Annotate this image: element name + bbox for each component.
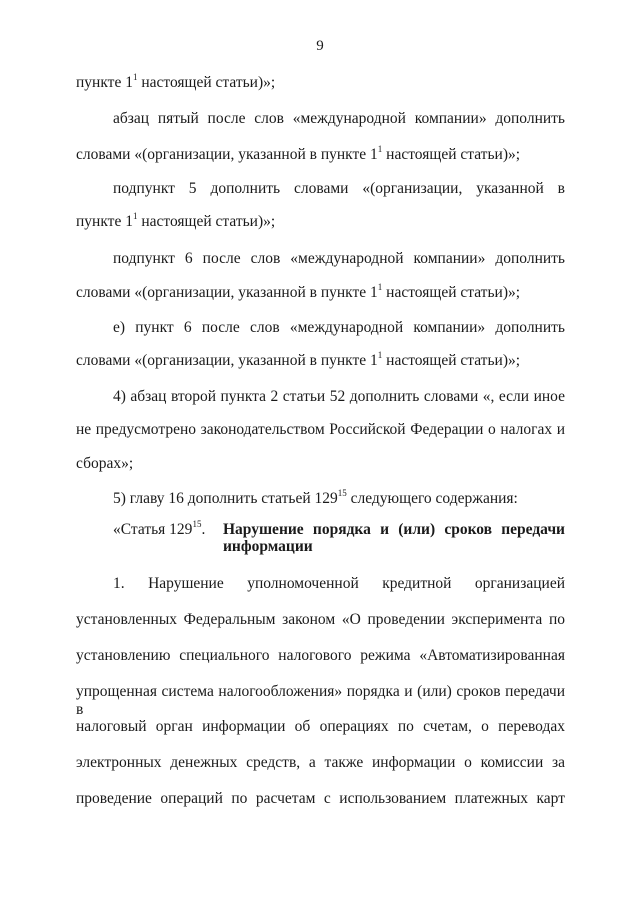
text-line: электронных денежных средств, а также информации о комиссии за (76, 754, 565, 771)
text-line: сборах»; (76, 455, 134, 472)
text-segment: словами «(организации, указанной в пункте 1 (76, 352, 378, 369)
text-line (76, 281, 565, 302)
text-line (76, 210, 565, 231)
text-segment: настоящей статьи)»; (137, 213, 276, 230)
text-segment: следующего содержания: (346, 490, 518, 507)
text-segment: 5) главу 16 дополнить статьей 129 (113, 490, 338, 507)
text-segment: настоящей статьи)»; (382, 352, 521, 369)
article-title: Нарушение порядка и (или) сроков передачи информации (223, 521, 565, 555)
text-segment: настоящей статьи)»; (137, 74, 276, 91)
text-line: абзац пятый после слов «международной компании» дополнить (113, 110, 565, 127)
text-line: налоговый орган информации об операциях по счетам, о переводах (76, 718, 565, 735)
text-line: установленных Федеральным законом «О проведении эксперимента по (76, 611, 565, 628)
text-line (76, 349, 565, 370)
superscript: 1 (377, 349, 383, 360)
text-line: проведение операций по расчетам с использованием платежных карт (76, 790, 565, 807)
text-line: 4) абзац второй пункта 2 статьи 52 дополнить словами «, если иное (113, 388, 565, 405)
text-segment: словами «(организации, указанной в пункте 1 (76, 284, 378, 301)
text-line: 1. Нарушение уполномоченной кредитной организацией (113, 575, 565, 592)
text-line: не предусмотрено законодательством Российской Федерации о налогах и (76, 421, 565, 438)
text-segment: . (201, 521, 206, 538)
superscript: 15 (192, 518, 202, 529)
article-label (113, 518, 206, 539)
text-line: упрощенная система налогообложения» порядка и (или) сроков передачи в (76, 683, 565, 718)
text-line: установлению специального налогового режима «Автоматизированная (76, 647, 565, 664)
text-segment: словами «(организации, указанной в пункте 1 (76, 146, 378, 163)
text-segment: настоящей статьи)»; (382, 284, 521, 301)
page-number: 9 (316, 38, 324, 54)
text-segment: пункте 1 (76, 74, 133, 91)
text-segment: «Статья 129 (113, 521, 193, 538)
superscript: 1 (377, 281, 383, 292)
text-line: е) пункт 6 после слов «международной компании» дополнить (113, 319, 565, 336)
superscript: 1 (132, 71, 138, 82)
text-line (76, 71, 565, 92)
superscript: 15 (337, 487, 347, 498)
text-segment: пункте 1 (76, 213, 133, 230)
text-line: подпункт 5 дополнить словами «(организации, указанной в (113, 180, 565, 197)
superscript: 1 (132, 210, 138, 221)
text-line (113, 487, 565, 508)
text-line (76, 143, 565, 164)
superscript: 1 (377, 143, 383, 154)
text-segment: настоящей статьи)»; (382, 146, 521, 163)
text-line: подпункт 6 после слов «международной компании» дополнить (113, 250, 565, 267)
